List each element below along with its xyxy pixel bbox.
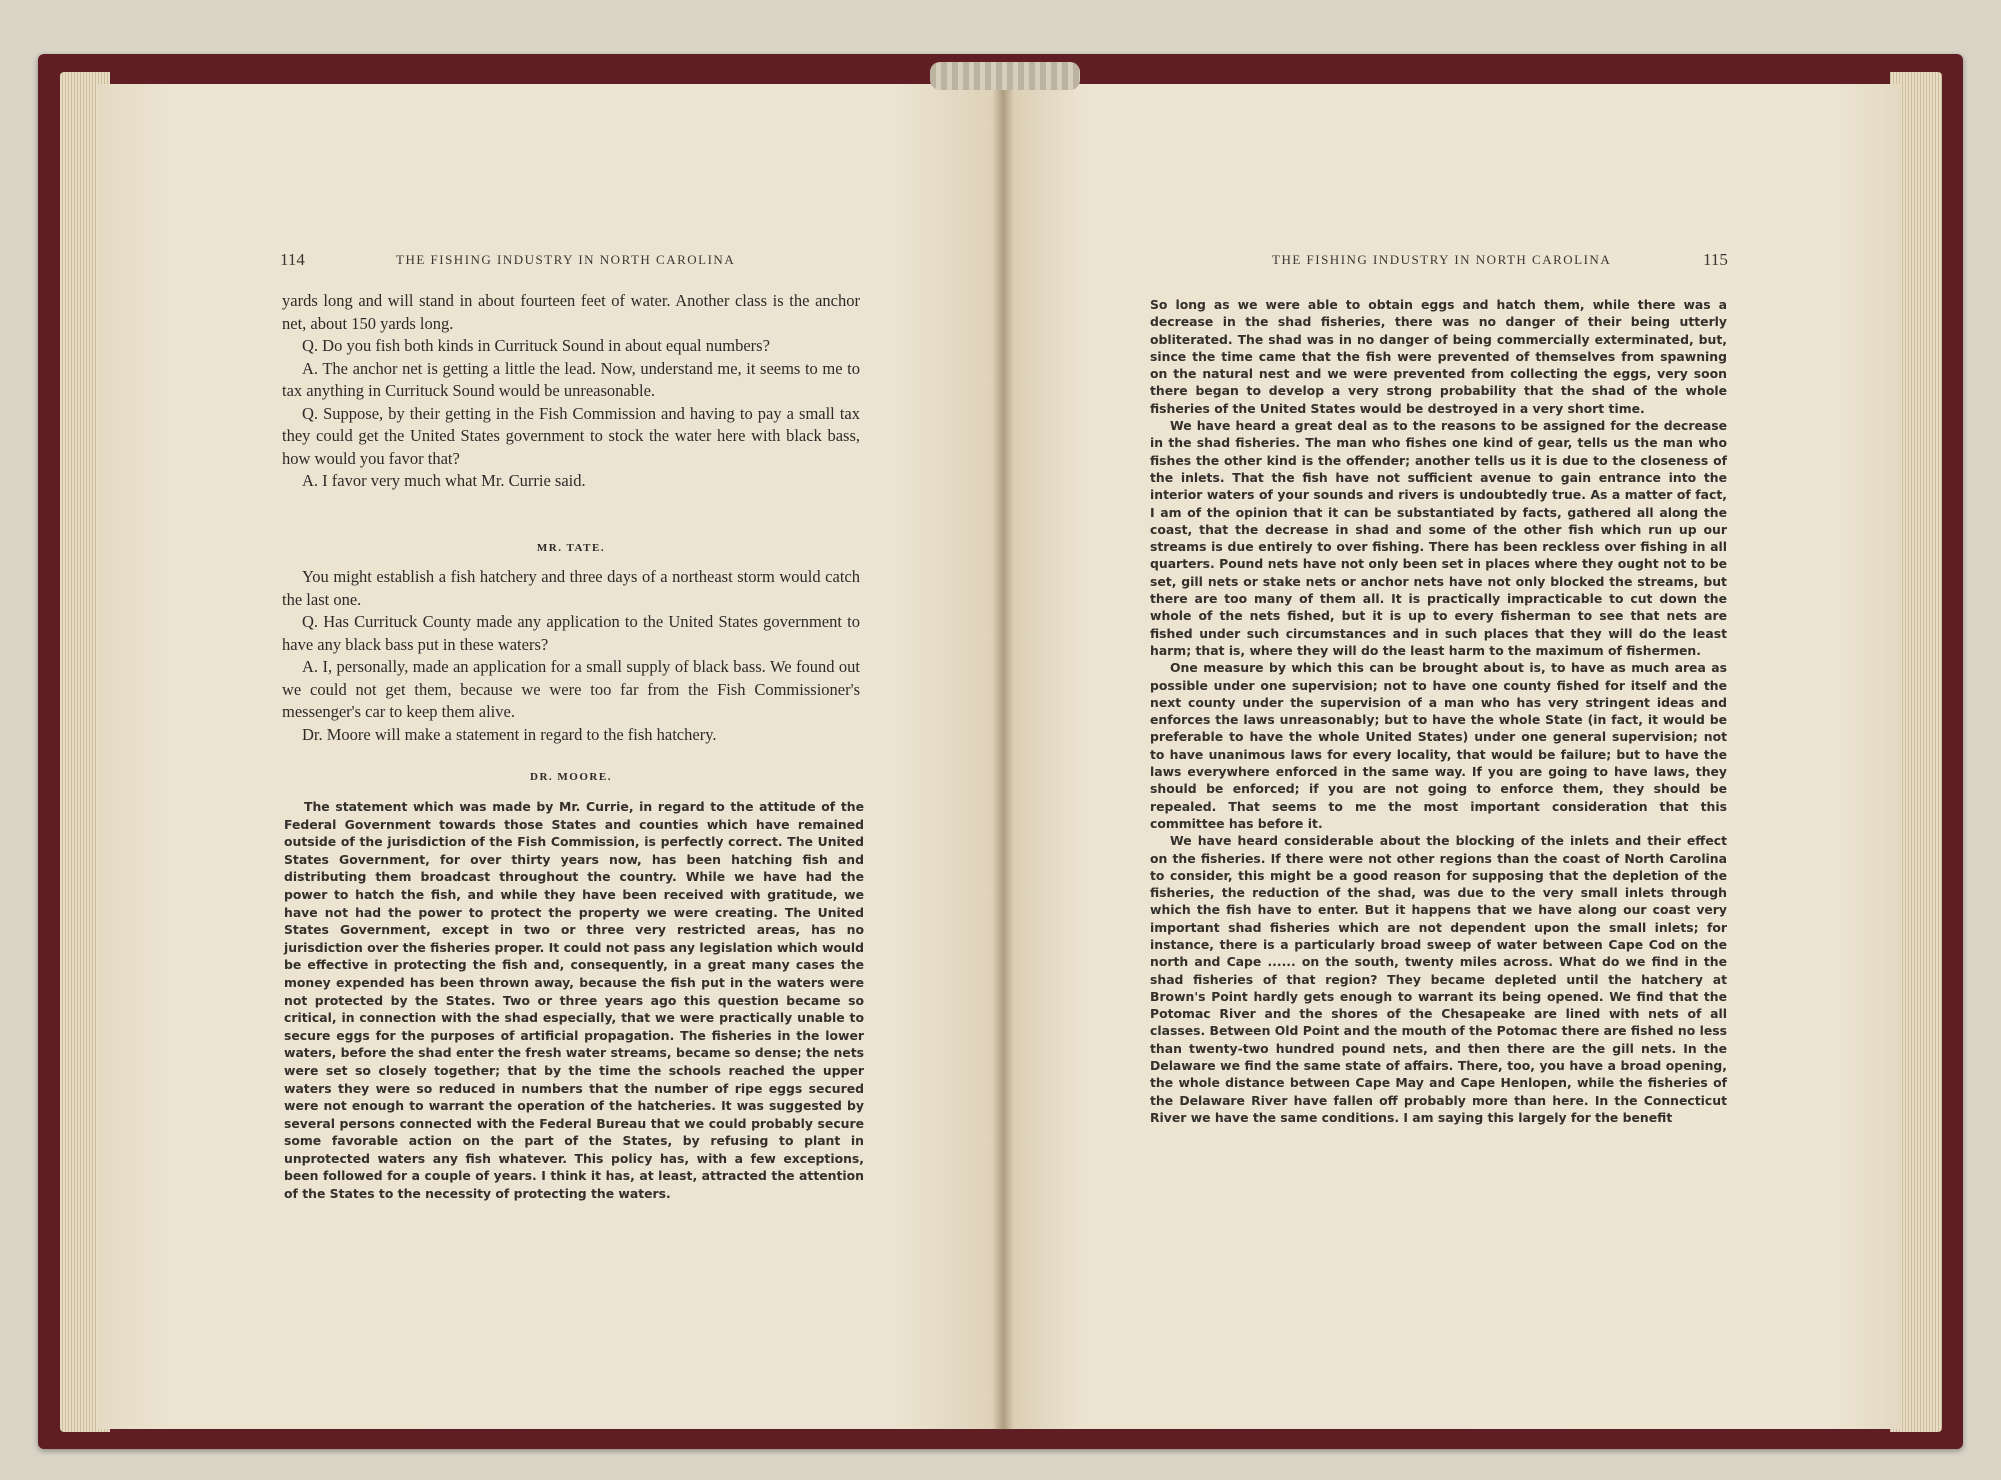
paragraph: We have heard a great deal as to the reasons to be assigned for the decrease in the shad fisheries. The man who fishes one kind of gear, tells us the man who fishes the other kind is the offender; another tells us it is due to the closeness of the inlets. That the fish have not sufficient avenue to gain entrance into the interior waters of your sounds and rivers is undoubtedly true. As a matter of fact, I am of the opinion that it can be substantiated by facts, gathered all along the coast, that the decrease in shad and some of the other fish which run up our streams is due entirely to over fishing. There has been reckless over fishing in all quarters. Pound nets have not only been set in places where they ought not to be set, gill nets or stake nets or anchor nets have not only blocked the streams, but there are too many of them all. It is practically impracticable to cut down the whole of the nets fished, but it is up to every fisherman to see that nets are fished under such circumstances and in such places that they will do the least harm; that is, where they will do the least harm to the maximum of fishermen. [1150, 418, 1727, 658]
paragraph: A. The anchor net is getting a little the lead. Now, understand me, it seems to me to tax anything in Currituck Sound would be unreasonable. [282, 358, 860, 400]
paragraph: Dr. Moore will make a statement in regard to the fish hatchery. [302, 724, 717, 744]
paragraph: You might establish a fish hatchery and three days of a northeast storm would catch the last one. [282, 567, 860, 609]
right-page-number: 115 [1703, 250, 1728, 269]
left-upper-text [282, 290, 860, 493]
paragraph: One measure by which this can be brought about is, to have as much area as possible under one supervision; not to have one county fished for itself and the next county under the supervision of a man who has very stringent ideas and enforces the laws unreasonably; but to have the whole State (in fact, it would be preferable to have the whole United States) under one general supervision; not to have unanimous laws for every locality, that would be failure; but to have the laws everywhere enforced in the same way. If you are going to have laws, they should be enforced; if you are not going to enforce them, they should be repealed. That seems to me the most important consideration that this committee has before it. [1150, 660, 1727, 831]
paragraph: Q. Has Currituck County made any application to the United States government to have any black bass put in these waters? [282, 612, 860, 654]
left-lower-text [284, 798, 864, 1203]
left-running-head: THE FISHING INDUSTRY IN NORTH CAROLINA [396, 252, 736, 267]
left-middle-text [282, 566, 860, 746]
left-page [98, 84, 1003, 1429]
heading-mr-tate: MR. TATE. [536, 542, 606, 554]
paragraph: A. I favor very much what Mr. Currie said. [302, 471, 586, 490]
heading-dr-moore: DR. MOORE. [530, 771, 612, 783]
paragraph: So long as we were able to obtain eggs and hatch them, while there was a decrease in the shad fisheries, there was no danger of their being utterly obliterated. The shad was in no danger of being commercially exterminated, but, since the time came that the fish were prevented of themselves from spawning on the natural nest and we were prevented from collecting the eggs, very soon there began to develop a very strong probability that the shad of the whole fisheries of the United States would be destroyed in a very short time. [1150, 297, 1727, 416]
right-running-head: THE FISHING INDUSTRY IN NORTH CAROLINA [1272, 252, 1612, 267]
left-page-number: 114 [280, 250, 305, 269]
paragraph: A. I, personally, made an application for a small supply of black bass. We found out we could not get them, because we were too far from the Fish Commissioner's messenger's car to keep them alive. [282, 657, 860, 721]
paragraph: Q. Do you fish both kinds in Currituck Sound in about equal numbers? [302, 336, 770, 355]
paragraph: Q. Suppose, by their getting in the Fish Commission and having to pay a small tax they could get the United States government to stock the water here with black bass, how would you favor that? [282, 403, 860, 468]
book-gutter [992, 70, 1014, 1430]
paragraph: The statement which was made by Mr. Currie, in regard to the attitude of the Federal Government towards those States and counties which have remained outside of the jurisdiction of the Fish Commission, is perfectly correct. The United States Government, for over thirty years now, has been hatching fish and distributing them broadcast throughout the country. While we have had the power to hatch the fish, and while they have been received with gratitude, we have not had the power to protect the property we were creating. The United States Government, except in two or three very restricted areas, has no jurisdiction over the fisheries proper. It could not pass any legislation which would be effective in protecting the fish and, consequently, in a great many cases the money expended has been thrown away, because the fish put in the waters were not protected by the States. Two or three years ago this question became so critical, in connection with the shad especially, that we were practically unable to secure eggs for the purposes of artificial propagation. The fisheries in the lower waters, before the shad enter the fresh water streams, became so dense; the nets were set so closely together; that by the time the schools reached the upper waters they were so reduced in numbers that the number of ripe eggs secured were not enough to warrant the operation of the hatcheries. It was suggested by several persons connected with the Federal Bureau that we could probably secure some favorable action on the part of the States, by refusing to plant in unprotected waters any fish whatever. This policy has, with a few exceptions, been followed for a couple of years. I think it has, at least, attracted the attention of the States to the necessity of protecting the waters. [284, 799, 864, 1202]
paragraph: We have heard considerable about the blocking of the inlets and their effect on the fisheries. If there were not other regions than the coast of North Carolina to consider, this might be a good reason for supposing that the depletion of the fisheries, the reduction of the shad, was due to the very small inlets through which the fish have to enter. But it happens that we have along our coast very important shad fisheries which are not dependent upon the small inlets; for instance, there is a particularly broad sweep of water between Cape Cod on the north and Cape ...... on the south, twenty miles across. What do we find in the shad fisheries of that region? They became depleted until the hatchery at Brown's Point hardly gets enough to warrant its being opened. We find that the Potomac River and the shores of the Chesapeake are lined with nets of all classes. Between Old Point and the mouth of the Potomac there are fished no less than twenty-two hundred pound nets, and then there are the gill nets. In the Delaware we find the same state of affairs. There, too, you have a broad opening, the whole distance between Cape May and Cape Henlopen, while the fisheries of the Delaware River have fallen off probably more than here. In the Connecticut River we have the same conditions. I am saying this largely for the benefit [1150, 833, 1727, 1125]
spine-binding [930, 62, 1080, 90]
paragraph: yards long and will stand in about fourteen feet of water. Another class is the anchor net, about 150 yards long. [282, 291, 860, 333]
right-text [1150, 296, 1727, 1126]
